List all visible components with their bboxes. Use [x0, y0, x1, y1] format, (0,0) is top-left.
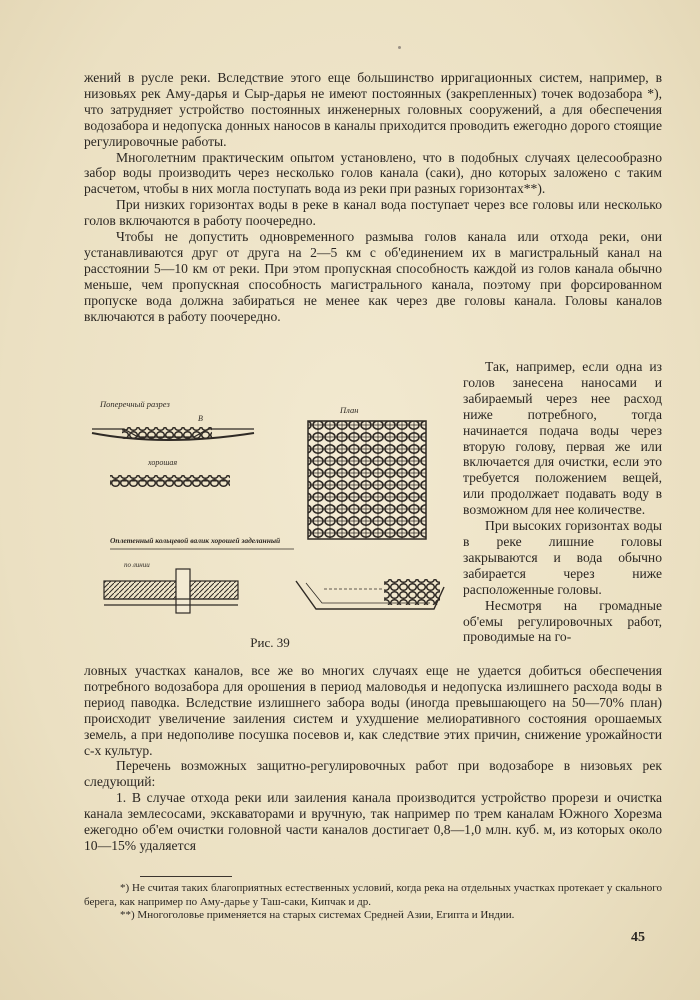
label-point-b: В [198, 414, 203, 423]
label-elevation: по линии [124, 561, 150, 569]
footnote: **) Многоголовье применяется на старых системах Средней Азии, Египта и Индии. [120, 909, 515, 921]
paragraph: При низких горизонтах воды в реке в канал вода поступает через все головы или несколько голов включаются в работу поочередно. [84, 197, 662, 229]
label-cross-section: Поперечный разрез [100, 399, 170, 409]
paragraph: Несмотря на громадные об'емы регулировочных работ, проводимые на го- [463, 597, 662, 645]
paragraph: Чтобы не допустить одновременного размыва голов канала или отхода реки, они устанавливаются друг от друга на 2—5 км с об'единением их в магистральный канал на расстоянии 5—10 км от реки. При этом пропускная способность каждой из голов канала обычно меньше, чем пропускная способность магистрального канала, поэтому при форсированном пропуске вода должна забираться не менее как через две головы канала. Головы каналов включаются в работу поочередно. [84, 229, 662, 324]
label-front: Оплетенный кольцевой валик хорошей заделанный [110, 536, 281, 545]
paragraph: Перечень возможных защитно-регулировочных работ при водозаборе в низовьях рек следующий: [84, 758, 662, 790]
paragraph: жений в русле реки. Вследствие этого еще большинство ирригационных систем, например, в низовьях рек Аму-дарья и Сыр-дарья не имеют постоянных (закрепленных) точек водозабора *), что затрудняет устройство постоянных инженерных головных сооружений, а для обеспечения водозабора и недопуска донных наносов в каналы приходится проводить ежегодно дорого стоящие регулировочные работы. [84, 70, 662, 149]
footnote-divider [140, 876, 232, 877]
side-text-column [463, 359, 662, 645]
page-number: 45 [631, 930, 645, 945]
figure-caption: Рис. 39 [250, 635, 290, 650]
figure-drawing [84, 383, 456, 633]
label-plan: План [340, 405, 359, 415]
speck [398, 46, 401, 49]
figure-39 [84, 383, 456, 653]
paragraph: ловных участках каналов, все же во многих случаях еще не удается добиться обеспечения потребного водозабора для орошения в период маловодья и недопуска излишнего расхода воды в период паводка. Вследствие излишнего забора воды (иногда превышающего на 50—70% план) происходит увеличение заиления систем и ухудшение мелиоративного состояния орошаемых земель, а при недополиве посушка посевов и, как следствие этих причин, снижение урожайности с-х культур. [84, 663, 662, 758]
footnotes [84, 882, 662, 923]
footnote: *) Не считая таких благоприятных естественных условий, когда река на отдельных участках протекает у скального берега, как например по Аму-дарье у Таш-саки, Кипчак и др. [84, 882, 662, 908]
paragraph: 1. В случае отхода реки или заиления канала производится устройство прорези и очистка канала землесосами, экскаваторами и вручную, так например по трем каналам Южного Хорезма ежегодно об'ем очистки головной части каналов достигает 0,8—1,0 млн. куб. м, из которых около 10—15% удаляется [84, 790, 662, 853]
label-good: хорошая [148, 458, 178, 467]
top-text-block [84, 70, 662, 325]
paragraph: Так, например, если одна из голов занесена наносами и забираемый через нее расход ниже потребного, тогда начинается подача воды через вторую голову, первая же или включается для очистки, если это требуется положением вещей, или продолжает подавать воду в возможном для нее количестве. [463, 359, 662, 518]
bottom-text-block [84, 663, 662, 854]
paragraph: При высоких горизонтах воды в реке лишние головы закрываются и вода обычно забирается через ниже расположенные головы. [463, 518, 662, 597]
paragraph: Многолетним практическим опытом установлено, что в подобных случаях целесообразно забор воды производить через несколько голов канала (саки), дно которых заложено с таким расчетом, чтобы в них могла поступать вода из реки при разных горизонтах**). [84, 149, 662, 197]
